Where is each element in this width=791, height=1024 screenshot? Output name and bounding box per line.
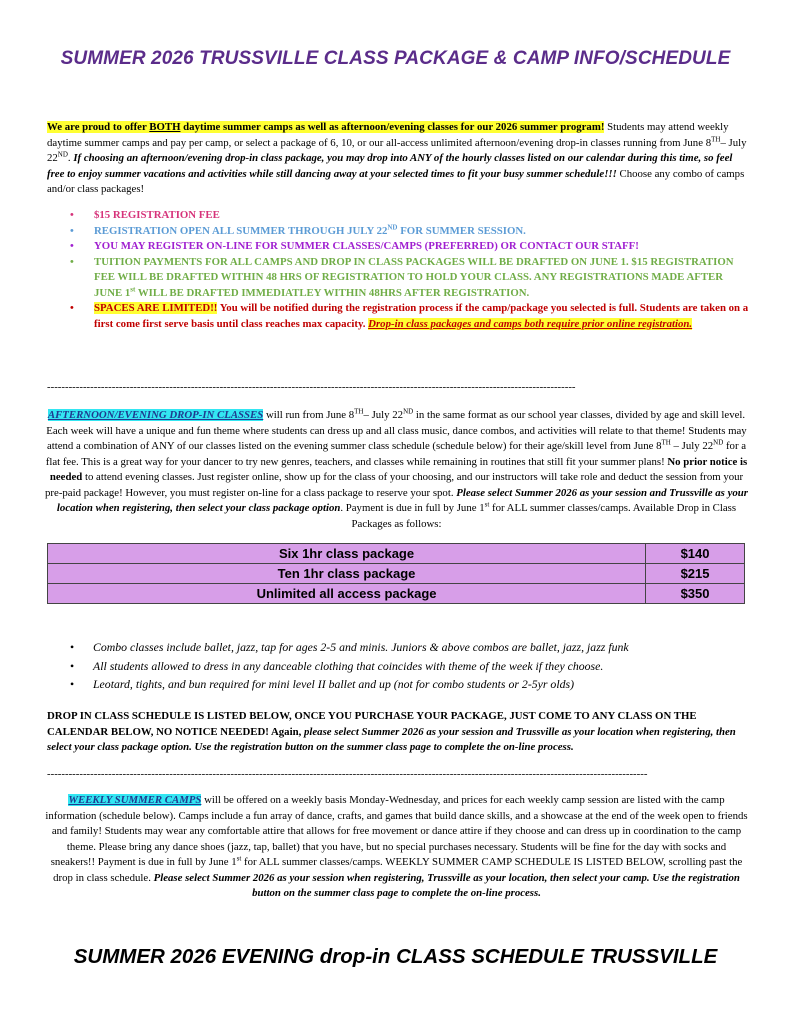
camps-heading: WEEKLY SUMMER CAMPS <box>68 794 202 806</box>
spaces-text: You will be notified during the registration process if the camp/package you selected is full. Students are taken on a first come first serve basis until class reaches max capacity. <box>94 302 749 330</box>
intro-highlight <box>47 121 604 133</box>
bullet-icon: • <box>70 224 74 237</box>
superscript: TH <box>661 438 671 447</box>
package-price: $350 <box>646 584 745 604</box>
superscript: ND <box>403 407 414 416</box>
dropin-text: for ALL summer classes/camps. Available Drop in Class Packages as follows: <box>351 502 737 530</box>
bullet-icon: • <box>70 677 75 691</box>
intro-highlight-end: daytime summer camps as well as afternoon/evening classes for our 2026 summer program! <box>180 121 605 133</box>
superscript: TH <box>711 135 721 143</box>
open-text: FOR SUMMER SESSION. <box>397 224 526 237</box>
note-text: Leotard, tights, and bun required for mini level II ballet and up (not for combo students or 2-5yr olds) <box>93 677 575 691</box>
fee-text: $15 REGISTRATION FEE <box>94 209 220 221</box>
package-price: $215 <box>646 564 745 584</box>
camps-text: for ALL summer classes/camps. WEEKLY SUMMER CAMP SCHEDULE IS LISTED BELOW, scrolling past the drop in class schedule. <box>53 856 743 884</box>
note-text: All students allowed to dress in any danceable clothing that coincides with theme of the week if they choose. <box>93 658 604 673</box>
registration-bullet-list <box>70 208 750 332</box>
open-text: REGISTRATION OPEN ALL SUMMER THROUGH JULY 22 <box>94 224 388 237</box>
notes-list <box>70 638 750 694</box>
dropin-emphasis: Please select Summer 2026 as your session and Trussville as your location when registering, then select your class package option <box>56 486 748 514</box>
camps-emphasis: Please select Summer 2026 as your session when registering, Trussville as your location, then select your camp. Use the registration button on the summer class page to complete the on-line process. <box>153 871 740 899</box>
bullet-icon: • <box>70 240 74 252</box>
package-price: $140 <box>646 544 745 564</box>
package-table <box>47 543 745 604</box>
section-divider: --------------------------------------------------------------------------------------------------------------------------------------------------- <box>47 381 576 393</box>
tuition-text: WILL BE DRAFTED IMMEDIATLEY WITHIN 48HRS AFTER REGISTRATION. <box>135 286 530 299</box>
package-name: Unlimited all access package <box>48 584 646 604</box>
tuition-text: TUITION PAYMENTS FOR ALL CAMPS AND DROP IN CLASS PACKAGES WILL BE DRAFTED ON JUNE 1. $15 REGISTRATION FEE WILL BE DRAFTED WITHIN 48 HRS OF REGISTRATION TO HOLD YOUR CLASS. ANY REGISTRATIONS MADE AFTER JUNE 1 <box>94 255 734 299</box>
online-text: YOU MAY REGISTER ON-LINE FOR SUMMER CLASSES/CAMPS (PREFERRED) OR CONTACT OUR STAFF! <box>94 240 639 252</box>
bullet-icon: • <box>70 209 74 221</box>
list-item <box>70 255 750 302</box>
drop-schedule-text: DROP IN CLASS SCHEDULE IS LISTED BELOW, ONCE YOU PURCHASE YOUR PACKAGE, JUST COME TO ANY CLASS ON THE CALENDAR BELOW, NO NOTICE NEEDED! Again, <box>47 710 697 738</box>
superscript: ND <box>57 150 68 159</box>
section-divider: ----------------------------------------------------------------------------------------------------------------------------------------------------------------------- <box>47 768 648 780</box>
list-item <box>70 638 750 657</box>
list-item <box>70 657 750 676</box>
bullet-icon: • <box>70 658 75 673</box>
intro-text: Students may attend weekly daytime summer camps and pay per camp, or select a package of 6, 10, or our all-access unlimited afternoon/evening drop-in classes running from June 8 <box>47 121 729 149</box>
list-item <box>70 208 750 224</box>
table-row <box>48 544 745 564</box>
list-item <box>70 224 750 240</box>
bullet-icon: • <box>70 640 75 654</box>
dropin-text: – July 22 <box>670 440 714 452</box>
dropin-paragraph <box>45 408 748 532</box>
intro-text: Choose any combo of camps and/or class packages! <box>47 167 745 196</box>
bullet-icon: • <box>70 302 74 314</box>
page-title: SUMMER 2026 TRUSSVILLE CLASS PACKAGE & CAMP INFO/SCHEDULE <box>60 48 731 69</box>
camps-paragraph <box>45 793 748 902</box>
intro-emphasis: If choosing an afternoon/evening drop-in class package, you may drop into ANY of the hourly classes listed on our calendar during this time, so feel free to enjoy summer vacations and activities while still dancing away at your selected times to fit your busy summer schedule!!! <box>47 152 733 180</box>
list-item <box>70 301 750 332</box>
dropin-notice: No prior notice is needed <box>49 455 748 483</box>
intro-paragraph <box>47 120 747 198</box>
dropin-text: – July 22 <box>363 409 404 421</box>
intro-text: – July 22 <box>47 136 747 165</box>
dropin-text: will run from June 8 <box>263 409 355 421</box>
dropin-text: in the same format as our school year classes, divided by age and skill level. Each week will have a unique and fun theme where students can dress up and all class music, dance combos, and activities will relate to that theme! Students may attend a combination of ANY of our classes listed on the evening summer class schedule (schedule below) for their age/skill level from June 8 <box>46 409 747 452</box>
intro-text: . <box>67 152 74 165</box>
superscript: st <box>130 284 136 293</box>
list-item <box>70 239 750 255</box>
spaces-highlight: SPACES ARE LIMITED!! <box>94 302 218 314</box>
package-name: Ten 1hr class package <box>48 564 646 584</box>
spaces-prior-note: Drop-in class packages and camps both require prior online registration. <box>368 317 693 330</box>
note-text: Combo classes include ballet, jazz, tap for ages 2-5 and minis. Juniors & above combos are ballet, jazz, jazz funk <box>93 640 629 654</box>
superscript: st <box>236 854 242 863</box>
superscript: TH <box>354 407 364 416</box>
dropin-text: to attend evening classes. Just register online, show up for the class of your choosing, and our instructors will take role and deduct the session from your pre-paid package! However, you must register on-line for a class package to reserve your spot. <box>45 471 744 499</box>
package-name: Six 1hr class package <box>48 544 646 564</box>
superscript: ND <box>387 222 398 231</box>
table-row <box>48 584 745 604</box>
drop-schedule-note <box>47 709 747 756</box>
dropin-heading: AFTERNOON/EVENING DROP-IN CLASSES <box>47 409 264 421</box>
superscript: ND <box>713 438 724 447</box>
camps-text: will be offered on a weekly basis Monday-Wednesday, and prices for each weekly camp session are listed with the camp information (schedule below). Camps include a fun array of dance, crafts, and games that build dance skills, and a showcase at the end of the week open to friends and family! Students may wear any comfortable attire that allows for free movement or dance attire if they choose and can dress up in coordination to the camp theme. Please bring any dance shoes (jazz, tap, ballet) that you have, but no special purchases necessary. Students will be fine for the day with socks and sneakers!! Payment is due in full by June 1 <box>45 794 748 868</box>
bullet-icon: • <box>70 255 74 268</box>
drop-schedule-emphasis: please select Summer 2026 as your session and Trussville as your location when registering, then select your class package option. Use the registration button on the summer class page to complete the on-line process. <box>47 725 736 754</box>
dropin-text: . Payment is due in full by June 1 <box>340 502 485 514</box>
intro-highlight-both: BOTH <box>149 121 181 133</box>
table-row <box>48 564 745 584</box>
list-item <box>70 675 750 694</box>
superscript: st <box>484 500 490 509</box>
schedule-title: SUMMER 2026 EVENING drop-in CLASS SCHEDULE TRUSSVILLE <box>73 945 718 968</box>
intro-highlight-start: We are proud to offer <box>47 121 150 133</box>
dropin-text: for a flat fee. This is a great way for your dancer to try new genres, teachers, and classes while remaining in routines that still fit your summer plans! <box>45 440 747 468</box>
